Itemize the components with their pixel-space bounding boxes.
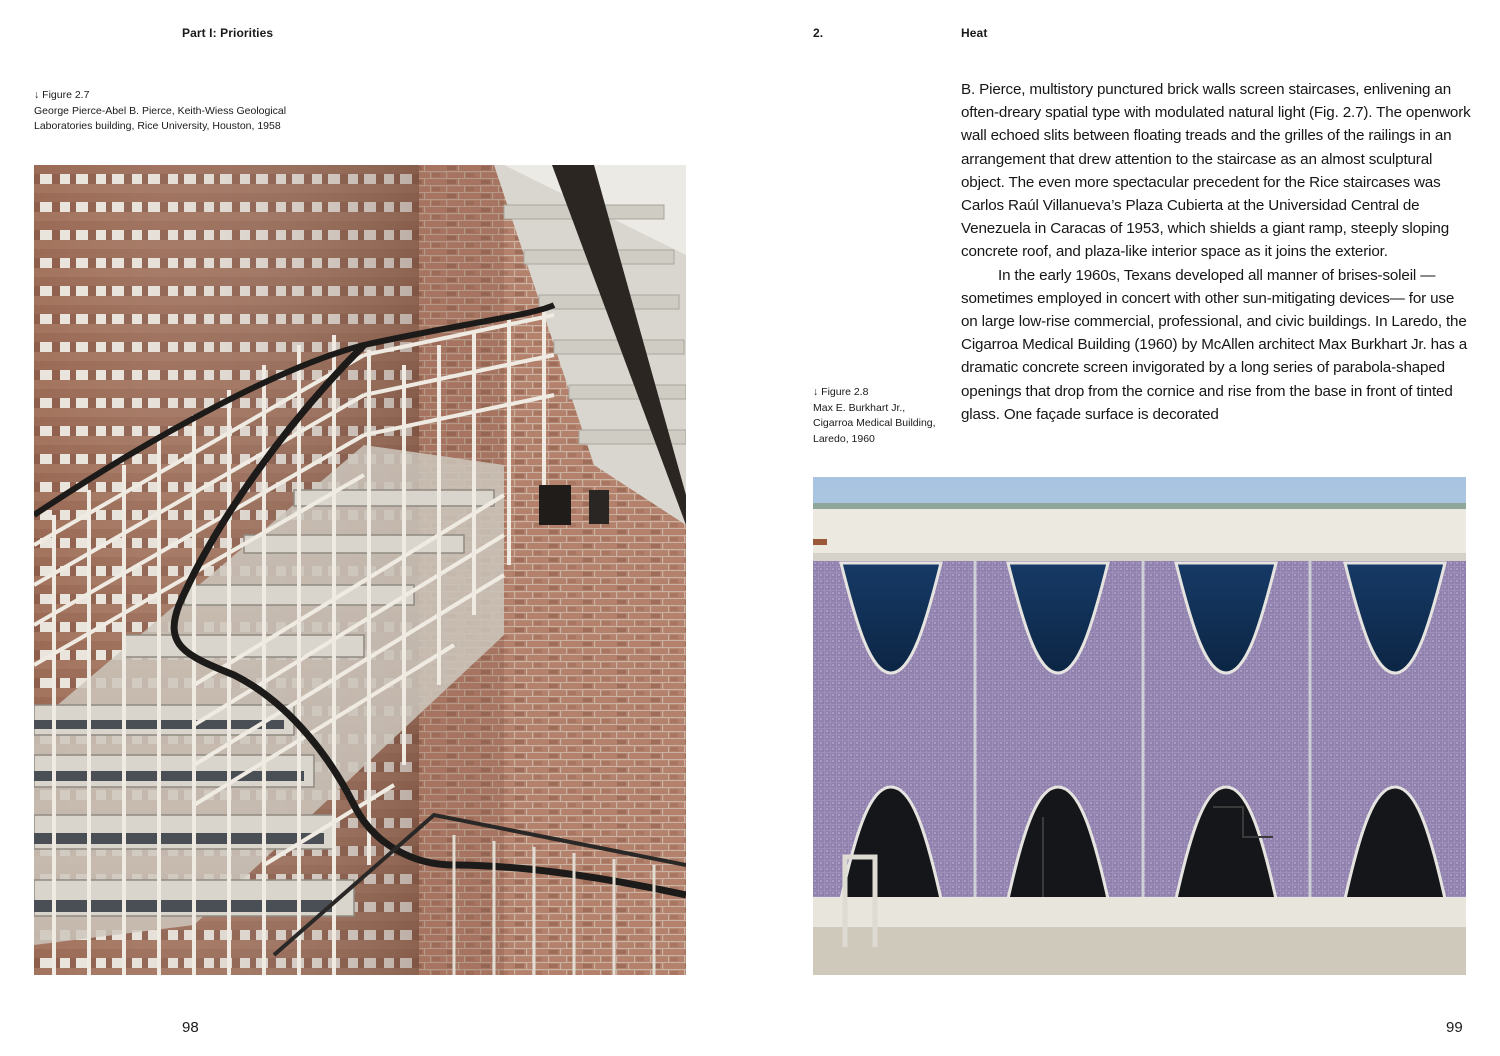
staircase-photo-illustration bbox=[34, 165, 686, 975]
chapter-number: 2. bbox=[813, 26, 824, 40]
figure-label: ↓ Figure 2.8 bbox=[813, 386, 869, 398]
body-paragraph: In the early 1960s, Texans developed all manner of brises-soleil —sometimes employed in concert with other sun-mitigating devices— for use on large low-rise commercial, professional, and civic buildings. In Laredo, the Cigarroa Medical Building (1960) by McAllen architect Max Burkhart Jr. has a dramatic concrete screen invigorated by a long series of parabola-shaped openings that drop from the cornice and rise from the base in front of tinted glass. One façade surface is decorated bbox=[961, 266, 1468, 423]
running-head-left: Part I: Priorities bbox=[182, 26, 274, 40]
figure-caption-2-8 bbox=[813, 385, 953, 447]
parabola-facade-photo bbox=[813, 477, 1466, 975]
body-text bbox=[961, 78, 1471, 426]
body-paragraph: B. Pierce, multistory punctured brick walls screen staircases, enlivening an often-dreary spatial type with modulated natural light (Fig. 2.7). The openwork wall echoed slits between floating treads and the grilles of the railings in an arrangement that drew attention to the staircase as an almost sculptural object. The even more spectacular precedent for the Rice staircases was Carlos Raúl Villanueva’s Plaza Cubierta at the Universidad Central de Venezuela in Caracas of 1953, which shields a giant ramp, steeply sloping concrete roof, and plaza-like interior space as it joins the exterior. bbox=[961, 81, 1471, 261]
page-number-left: 98 bbox=[182, 1019, 199, 1036]
figure-caption-line: Cigarroa Medical Building, bbox=[813, 417, 936, 429]
figure-caption-line: Max E. Burkhart Jr., bbox=[813, 401, 906, 414]
chapter-title: Heat bbox=[961, 26, 988, 40]
figure-label: ↓ Figure 2.7 bbox=[34, 89, 90, 101]
staircase-brick-screen-photo bbox=[34, 165, 686, 975]
figure-caption-line: Laredo, 1960 bbox=[813, 432, 875, 445]
facade-photo-illustration bbox=[813, 477, 1466, 975]
page-number-right: 99 bbox=[1446, 1019, 1463, 1036]
figure-caption-line: George Pierce-Abel B. Pierce, Keith-Wiess Geological bbox=[34, 104, 287, 117]
figure-caption-2-7 bbox=[34, 88, 354, 135]
figure-caption-line: Laboratories building, Rice University, Houston, 1958 bbox=[34, 120, 281, 132]
